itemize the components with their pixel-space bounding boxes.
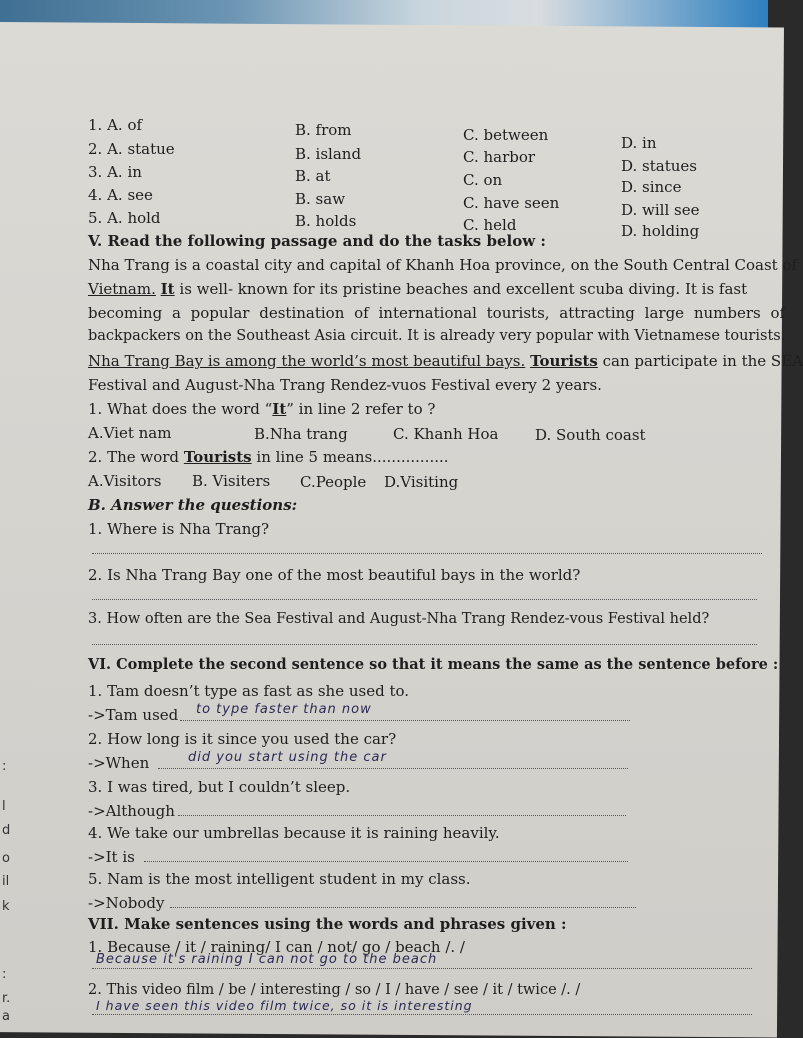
question-2 [88,448,449,466]
margin-mark: l [2,799,6,814]
option-c: C. between [463,126,549,144]
answer-line[interactable] [92,968,752,969]
option-b: B. island [295,145,362,163]
section-vi-heading: VI. Complete the second sentence so that it means the same as the sentence before : [88,656,779,673]
rewrite-prompt: ->When [88,754,150,772]
question-suffix: ” in line 2 refer to ? [286,400,436,418]
rewrite-question: 4. We take our umbrellas because it is raining heavily. [88,824,500,842]
rewrite-prompt: ->Tam used [88,706,179,724]
passage-line-tourists [88,352,803,370]
option-b: B. saw [295,190,346,208]
option-c: C. on [463,171,503,189]
passage-it-underlined: It [160,280,175,298]
option-b: B. at [295,167,331,185]
passage-line: Nha Trang is a coastal city and capital of Khanh Hoa province, on the South Central Coast of [88,256,798,274]
option-d: D. statues [621,157,697,175]
sentence-prompt: 1. Because / it / raining/ I can / not/ go / beach /. / [88,938,465,956]
answer-line[interactable] [180,720,630,721]
option-a: 4. A. see [88,186,153,204]
rewrite-question: 1. Tam doesn’t type as fast as she used to. [88,682,410,700]
option-c: C. harbor [463,148,536,166]
rewrite-question: 2. How long is it since you used the car? [88,730,397,748]
answer-line[interactable] [158,768,628,769]
choice-b: B.Nha trang [254,425,348,443]
answer-line[interactable] [92,553,762,554]
open-question: 3. How often are the Sea Festival and August-Nha Trang Rendez-vous Festival held? [88,611,710,627]
handwritten-answer: to type faster than now [196,702,372,717]
sentence-prompt: 2. This video film / be / interesting / so / I / have / see / it / twice /. / [88,982,581,998]
choice-d: D. South coast [535,426,646,444]
choice-d: D.Visiting [384,473,459,491]
question-1 [88,400,435,418]
margin-mark: d [2,823,11,838]
margin-mark: : [2,967,7,982]
passage-line-rest: is well- known for its pristine beaches and excellent scuba diving. It is fast [179,280,748,298]
option-d: D. will see [621,201,700,219]
option-a: 2. A. statue [88,140,175,158]
choice-a: A.Visitors [88,472,162,490]
margin-mark: a [2,1009,10,1024]
choice-c: C. Khanh Hoa [393,425,499,443]
option-d: D. since [621,178,682,196]
margin-mark: k [2,899,10,914]
option-b: B. from [295,121,352,139]
question-suffix: in line 5 means................ [256,448,449,466]
option-d: D. in [621,134,657,152]
margin-mark: r. [2,991,11,1006]
question-prefix: 1. What does the word “ [88,400,273,418]
option-d: D. holding [621,222,700,240]
open-question: 1. Where is Nha Trang? [88,520,270,538]
passage-line-start [88,280,747,298]
choice-a: A.Viet nam [88,424,172,442]
answer-line[interactable] [178,815,626,816]
passage-line-rest: can participate in the SEA [602,352,803,370]
answer-line[interactable] [92,644,757,645]
passage-tourists-underlined: Tourists [530,352,598,370]
margin-mark: o [2,851,10,866]
answer-line[interactable] [92,1014,752,1015]
section-vii-heading: VII. Make sentences using the words and phrases given : [88,915,567,933]
passage-vietnam: Vietnam. [88,280,156,298]
open-question: 2. Is Nha Trang Bay one of the most beautiful bays in the world? [88,566,581,584]
answer-line[interactable] [170,907,636,908]
question-word: It [272,400,287,418]
passage-line: becoming a popular destination of international tourists, attracting large numbers of [88,304,786,322]
choice-b: B. Visiters [192,472,271,490]
handwritten-answer: Because it's raining I can not go to the beach [96,952,438,967]
option-b: B. holds [295,212,357,230]
option-c: C. have seen [463,194,560,212]
rewrite-prompt: ->Nobody [88,894,165,912]
option-c: C. held [463,216,517,234]
option-a: 1. A. of [88,116,143,134]
passage-line: Festival and August-Nha Trang Rendez-vuos Festival every 2 years. [88,376,602,394]
choice-c: C.People [300,473,367,491]
question-prefix: 2. The word [88,448,180,466]
part-b-heading: B. Answer the questions: [88,496,298,514]
section-v-heading: V. Read the following passage and do the tasks below : [88,232,546,250]
rewrite-question: 3. I was tired, but I couldn’t sleep. [88,778,351,796]
question-word: Tourists [183,448,252,466]
margin-mark: il [2,874,10,889]
rewrite-question: 5. Nam is the most intelligent student in my class. [88,870,471,888]
margin-mark: : [2,759,7,774]
answer-line[interactable] [144,861,628,862]
answer-line[interactable] [92,599,757,600]
passage-line: backpackers on the Southeast Asia circuit. It is already very popular with Vietnamese tourists. [88,328,786,344]
rewrite-prompt: ->Although [88,802,175,820]
rewrite-prompt: ->It is [88,848,135,866]
passage-bay-sentence: Nha Trang Bay is among the world’s most beautiful bays. [88,352,526,370]
handwritten-answer: I have seen this video film twice, so it is interesting [96,998,473,1013]
option-a: 5. A. hold [88,209,161,227]
handwritten-answer: did you start using the car [188,750,387,765]
option-a: 3. A. in [88,163,142,181]
